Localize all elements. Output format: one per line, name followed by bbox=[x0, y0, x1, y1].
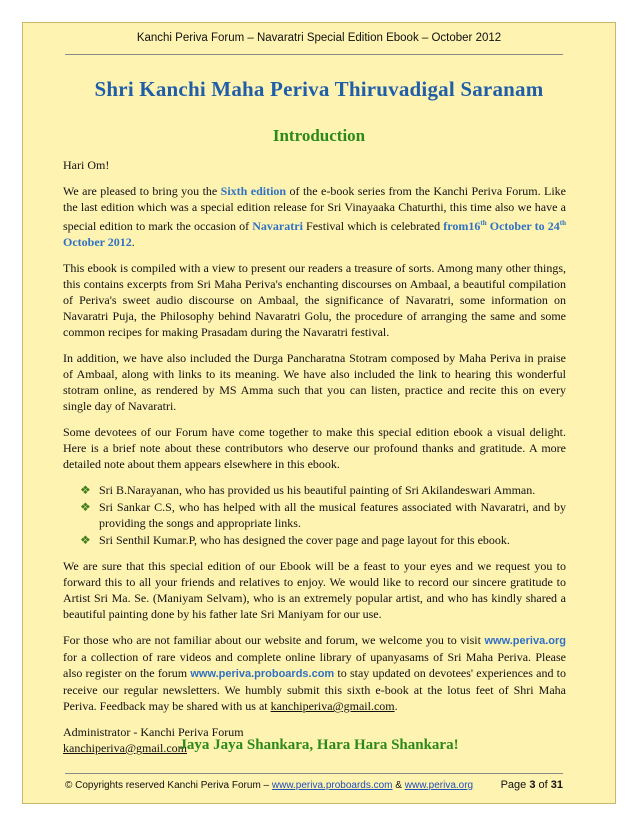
list-item-text: Sri Sankar C.S, who has helped with all the musical features associated with Navaratri, and by providing the songs and appropriate links. bbox=[99, 500, 566, 530]
paragraph-3: In addition, we have also included the Durga Pancharatna Stotram composed by Maha Periva in praise of Ambaal, along with links to its meaning. We have also included the link to hearing this wonderful stotram online, as rendered by MS Amma such that you can listen, practice and recite this on every single day of Navaratri. bbox=[63, 351, 566, 413]
contributors-list bbox=[63, 482, 566, 548]
document-page bbox=[22, 22, 616, 804]
greeting: Hari Om! bbox=[63, 158, 110, 172]
text-span: Festival which is celebrated bbox=[302, 219, 444, 233]
forum-link[interactable]: www.periva.proboards.com bbox=[190, 668, 335, 680]
copyright-text: © Copyrights reserved Kanchi Periva Forum – bbox=[65, 780, 272, 791]
date-end: October 2012 bbox=[63, 235, 132, 249]
text-span: For those who are not familiar about our website and forum, we welcome you to visit bbox=[63, 633, 485, 647]
admin-email-link[interactable]: kanchiperiva@gmail.com bbox=[63, 741, 188, 755]
list-item-text: Sri B.Narayanan, who has provided us his beautiful painting of Sri Akilandeswari Amman. bbox=[99, 483, 536, 497]
body-text bbox=[63, 157, 566, 756]
paragraph-5: We are sure that this special edition of our Ebook will be a feast to your eyes and we request you to forward this to all your friends and relatives to enjoy. We would like to record our sincere gratitude to Artist Sri Ma. Se. (Maniyam Selvam), who is an extremely popular artist, and who has kindly shared a beautiful painting done by his father late Sri Maniyam for our use. bbox=[63, 559, 566, 621]
page-number bbox=[501, 779, 563, 791]
total-pages: 31 bbox=[550, 779, 563, 791]
website-link[interactable]: www.periva.org bbox=[484, 635, 566, 647]
diamond-bullet-icon: ❖ bbox=[80, 533, 91, 547]
document-title: Shri Kanchi Maha Periva Thiruvadigal Saranam bbox=[94, 77, 544, 101]
date-sup: th bbox=[559, 219, 567, 227]
footer-separator: & bbox=[392, 780, 405, 791]
section-title: Introduction bbox=[272, 126, 366, 145]
footer-forum-link[interactable]: www.periva.proboards.com bbox=[271, 780, 393, 791]
text-span: We are pleased to bring you the bbox=[63, 184, 221, 198]
text-span: to stay updated on devotees' experiences and to receive our regular newsletters. We humbly submit this sixth e-book at the lotus feet of Shri Maha Periva. Feedback may be shared with us at bbox=[63, 666, 566, 713]
page-header: Kanchi Periva Forum – Navaratri Special Edition Ebook – October 2012 bbox=[136, 32, 502, 44]
navaratri-highlight: Navaratri bbox=[252, 219, 303, 233]
diamond-bullet-icon: ❖ bbox=[80, 483, 91, 497]
page-footer bbox=[65, 780, 563, 791]
footer-website-link[interactable]: www.periva.org bbox=[404, 780, 474, 791]
footer-rule bbox=[65, 773, 563, 774]
feedback-email-link[interactable]: kanchiperiva@gmail.com bbox=[270, 699, 395, 713]
header-rule bbox=[65, 54, 563, 55]
date-sup: th bbox=[480, 219, 487, 227]
paragraph-1 bbox=[63, 183, 566, 250]
list-item bbox=[78, 532, 566, 548]
list-item-text: Sri Senthil Kumar.P, who has designed the cover page and page layout for this ebook. bbox=[99, 533, 510, 547]
closing-salutation: Jaya Jaya Shankara, Hara Hara Shankara! bbox=[179, 737, 459, 753]
text-span: . bbox=[131, 235, 135, 249]
diamond-bullet-icon: ❖ bbox=[80, 500, 91, 514]
edition-highlight: Sixth edition bbox=[220, 184, 287, 198]
paragraph-4: Some devotees of our Forum have come together to make this special edition ebook a visual delight. Here is a brief note about these contributors who deserve our profound thanks and gratitude. A more detailed note about them appears elsewhere in this ebook. bbox=[63, 425, 566, 471]
current-page: 3 bbox=[529, 779, 536, 791]
date-start: from16 bbox=[443, 219, 481, 233]
date-mid: October to 24 bbox=[489, 219, 560, 233]
text-span: of the e-book series from the Kanchi Periva Forum. Like the last edition which was a special edition release for Sri Vinayaaka Chaturthi, this time also we have a special edition to mark the occasion of bbox=[63, 184, 566, 233]
text-span: for a collection of rare videos and complete online library of upanyasams of Sri Maha Periva. Please also register on the forum bbox=[63, 650, 566, 680]
paragraph-6 bbox=[63, 632, 566, 714]
of-label: of bbox=[535, 779, 551, 791]
page-label: Page bbox=[500, 779, 530, 791]
text-span: . bbox=[394, 699, 398, 713]
list-item bbox=[78, 499, 566, 531]
list-item bbox=[78, 482, 566, 498]
paragraph-2: This ebook is compiled with a view to present our readers a treasure of sorts. Among many other things, this contains excerpts from Sri Maha Periva's enchanting discourses on Ambaal, a beautiful compilation of Periva's sweet audio discourse on Ambaal, the significance of Navaratri, some information on Navaratri Puja, the Philosophy behind Navaratri Golu, the procedure of arranging the same and some common recipes for making Prasadam during the Navaratri festival. bbox=[63, 261, 566, 339]
admin-name: Administrator - Kanchi Periva Forum bbox=[63, 725, 244, 739]
